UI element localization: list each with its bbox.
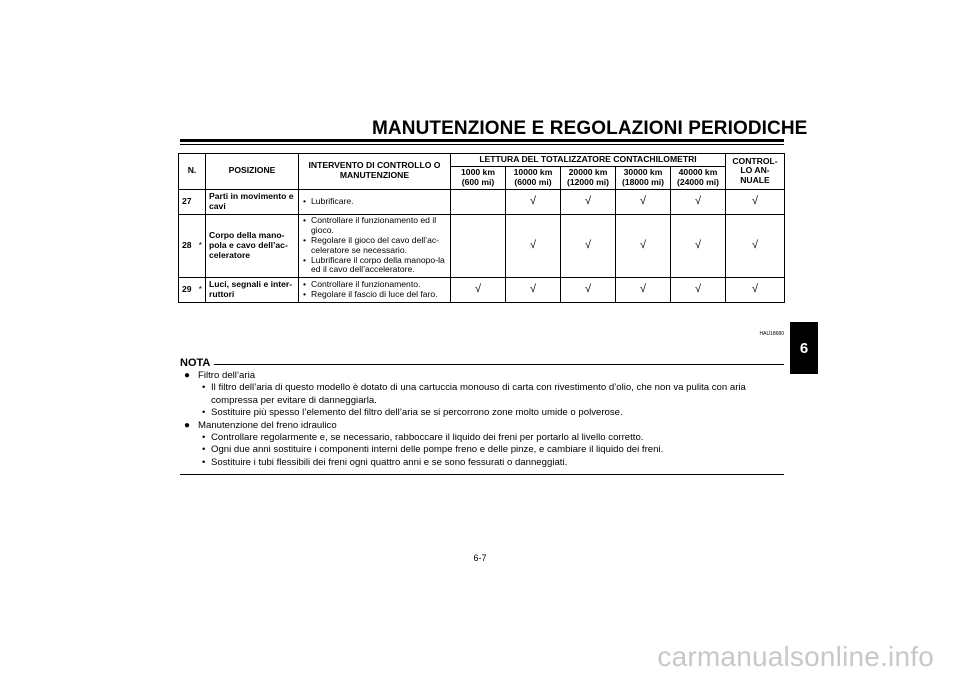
action-item: • Controllare il funzionamento ed il gioco. [311,216,447,236]
page-number: 6-7 [473,553,487,563]
check-cell: √ [506,189,561,214]
check-cell: √ [561,189,616,214]
header-n: N. [179,154,206,190]
title-rule-thin [180,144,784,145]
check-cell: √ [616,277,671,302]
row-position: Luci, segnali e inter-ruttori [206,277,299,302]
watermark-text: carmanualsonline.info [657,641,934,672]
nota-item: • Sostituire i tubi flessibili dei freni ogni quattro anni e se sono fessurati o danneggiati. [211,457,784,469]
page-title: MANUTENZIONE E REGOLAZIONI PERIODICHE [372,118,808,139]
nota-title: NOTA [180,357,211,369]
chapter-tab: 6 [790,322,818,374]
check-cell [451,214,506,277]
bullet-disc-icon: ● [184,370,191,381]
document-code: HAU18680 [759,331,784,337]
header-posizione: POSIZIONE [206,154,299,190]
nota-item: • Il filtro dell’aria di questo modello è dotato di una cartuccia monouso di carta con rivestimento d’olio, che non va pulita con aria compressa per evitare di danneggiarla. [211,382,784,407]
check-cell: √ [451,277,506,302]
header-km-4: 30000 km (18000 mi) [616,166,671,189]
header-lettura: LETTURA DEL TOTALIZZATORE CONTACHILOMETRI [451,154,726,167]
header-km-2: 10000 km (6000 mi) [506,166,561,189]
check-cell: √ [671,214,726,277]
action-item: • Lubrificare. [311,197,447,207]
check-cell: √ [561,214,616,277]
check-cell: √ [506,277,561,302]
header-km-3: 20000 km (12000 mi) [561,166,616,189]
check-cell: √ [616,214,671,277]
row-actions [299,277,451,302]
header-controllo: CONTROL-LO AN-NUALE [726,154,785,190]
header-km-5: 40000 km (24000 mi) [671,166,726,189]
row-number: 27 [179,189,206,214]
action-item: • Controllare il funzionamento. [311,280,447,290]
nota-item: • Sostituire più spesso l’elemento del filtro dell’aria se si percorrono zone molto umide o polverose. [211,407,784,419]
action-item: • Regolare il gioco del cavo dell’ac-celeratore se necessario. [311,236,447,256]
nota-item: • Controllare regolarmente e, se necessario, rabboccare il liquido dei freni per portarlo al livello corretto. [211,432,784,444]
bullet-disc-icon: ● [184,419,191,431]
nota-rule [214,364,784,365]
maintenance-table [178,153,785,303]
nota-group-heading: Filtro dell’aria [198,370,256,381]
row-number: 28 * [179,214,206,277]
nota-group-air-filter [184,370,784,420]
check-cell: √ [671,277,726,302]
nota-bottom-rule [180,474,784,475]
row-position: Parti in movimento e cavi [206,189,299,214]
check-cell: √ [506,214,561,277]
nota-group-brake [184,420,784,470]
title-rule [180,139,784,142]
action-item: • Lubrificare il corpo della manopo-la ed il cavo dell’acceleratore. [311,256,447,276]
check-cell: √ [726,189,785,214]
check-cell: √ [671,189,726,214]
row-number: 29 * [179,277,206,302]
nota-item: • Ogni due anni sostituire i componenti interni delle pompe freno e delle pinze, e cambiare il liquido dei freni. [211,444,784,456]
row-actions [299,214,451,277]
check-cell: √ [726,277,785,302]
action-item: • Regolare il fascio di luce del faro. [311,290,447,300]
check-cell: √ [726,214,785,277]
row-actions [299,189,451,214]
nota-body [184,370,784,469]
check-cell [451,189,506,214]
header-km-1: 1000 km (600 mi) [451,166,506,189]
nota-group-heading: Manutenzione del freno idraulico [198,419,337,431]
check-cell: √ [616,189,671,214]
row-position: Corpo della mano-pola e cavo dell’ac-celeratore [206,214,299,277]
header-intervento: INTERVENTO DI CONTROLLO O MANUTENZIONE [299,154,451,190]
check-cell: √ [561,277,616,302]
table-row [179,277,785,302]
table-row [179,189,785,214]
table-row [179,214,785,277]
